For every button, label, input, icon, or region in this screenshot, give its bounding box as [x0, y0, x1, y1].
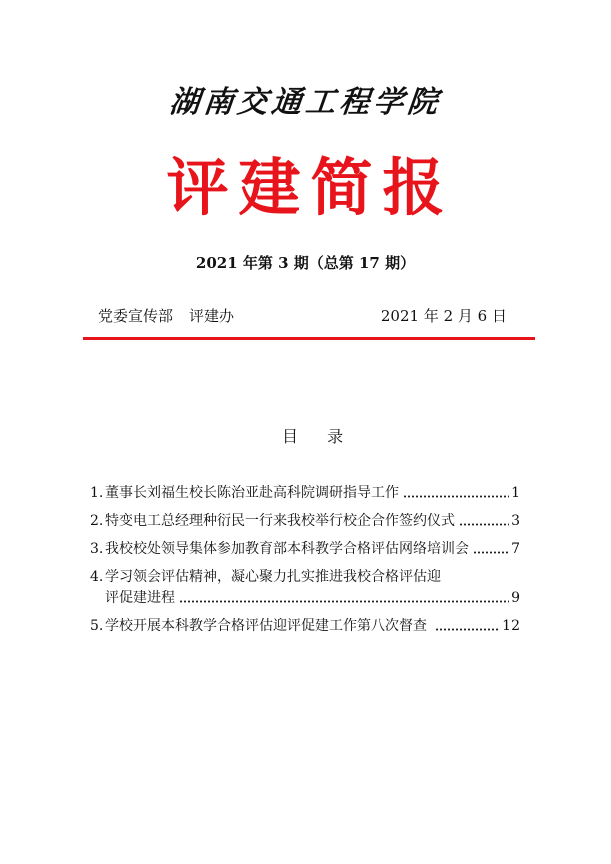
toc-title: 董事长刘福生校长陈治亚赴高科院调研指导工作	[105, 485, 399, 501]
toc-line-continuation	[90, 588, 520, 609]
toc-line	[90, 616, 520, 637]
issue-number: 2021 年第 3 期（总第 17 期）	[195, 254, 416, 272]
toc-item-2	[90, 511, 520, 532]
toc-page-number: 1	[511, 485, 520, 501]
table-of-contents	[90, 483, 520, 644]
toc-number: 5.	[90, 618, 104, 634]
dot-leader	[179, 588, 509, 609]
publisher-evaluation-office: 评建办	[189, 307, 235, 325]
toc-page-number: 3	[511, 513, 520, 529]
dot-leader	[403, 483, 509, 504]
toc-line	[90, 567, 520, 588]
publication-date: 2021 年 2 月 6 日	[380, 307, 507, 325]
header-divider	[83, 337, 535, 340]
toc-title: 特变电工总经理种衍民一行来我校举行校企合作签约仪式	[105, 513, 455, 529]
toc-number: 1.	[90, 485, 104, 501]
toc-item-4	[90, 567, 520, 609]
school-name: 湖南交通工程学院	[167, 85, 444, 120]
publication-title: 评建简报	[166, 151, 455, 224]
publishers	[98, 306, 234, 326]
toc-heading: 目 录	[282, 427, 356, 446]
toc-line	[90, 539, 520, 560]
toc-number: 2.	[90, 513, 104, 529]
toc-title: 我校校处领导集体参加教育部本科教学合格评估网络培训会	[105, 541, 469, 557]
toc-line	[90, 511, 520, 532]
toc-line	[90, 483, 520, 504]
toc-number: 3.	[90, 541, 104, 557]
toc-number: 4.	[90, 569, 104, 585]
dot-leader	[473, 539, 509, 560]
toc-indent	[90, 588, 105, 609]
dot-leader	[435, 616, 500, 637]
toc-item-3	[90, 539, 520, 560]
toc-title: 学校开展本科教学合格评估迎评促建工作第八次督查	[105, 618, 427, 634]
toc-item-1	[90, 483, 520, 504]
publisher-propaganda-dept: 党委宣传部	[98, 307, 174, 325]
toc-page-number: 7	[511, 541, 520, 557]
dot-leader	[459, 511, 509, 532]
toc-page-number: 9	[511, 590, 520, 606]
toc-item-5	[90, 616, 520, 637]
toc-title: 学习领会评估精神，凝心聚力扎实推进我校合格评估迎	[105, 569, 441, 585]
toc-title-continuation: 评促建进程	[105, 590, 175, 606]
toc-page-number: 12	[502, 618, 520, 634]
